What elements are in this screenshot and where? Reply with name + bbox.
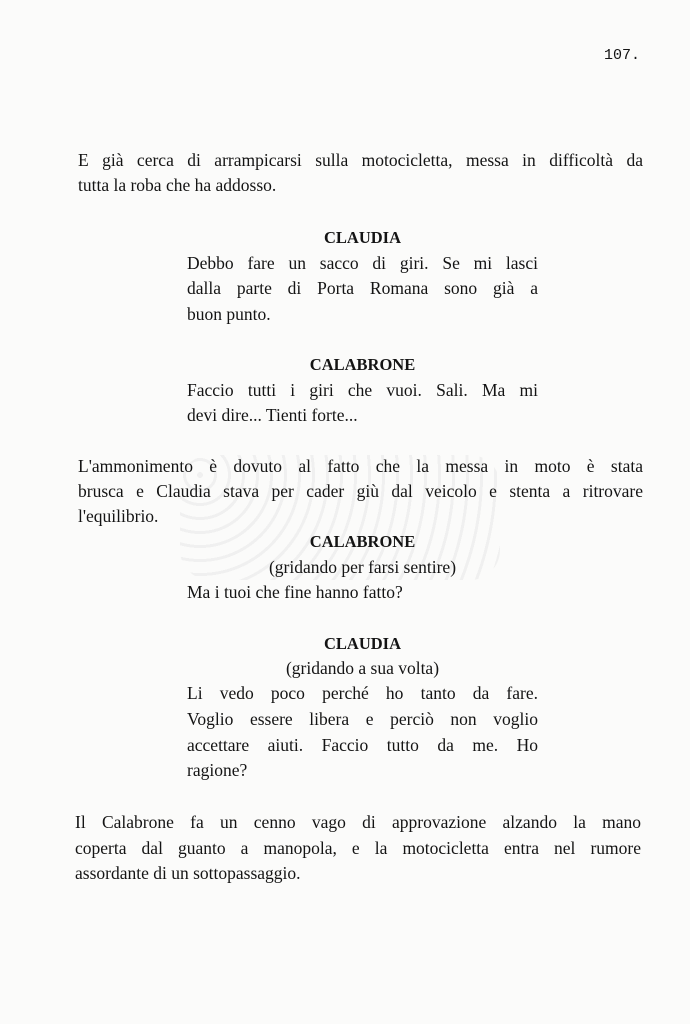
parenthetical: (gridando per farsi sentire) [268,557,457,577]
dialogue-line: Ma i tuoi che fine hanno fatto? [187,582,403,602]
action-line: brusca e Claudia stava per cader giù dal veicolo e stenta a ritrovare [78,481,643,501]
dialogue-line: Voglio essere libera e perciò non voglio [187,709,538,729]
action-line: assordante di un sottopassaggio. [75,863,301,883]
dialogue-line: devi dire... Tienti forte... [187,405,358,425]
character-name: CALABRONE [309,355,416,374]
page-number: 107. [604,47,641,64]
action-line: L'ammonimento è dovuto al fatto che la messa in moto è stata [78,456,643,476]
character-name: CLAUDIA [323,634,401,653]
dialogue-line: Li vedo poco perché ho tanto da fare. [187,683,538,703]
dialogue-line: dalla parte di Porta Romana sono già a [187,278,538,298]
action-line: coperta dal guanto a manopola, e la motocicletta entra nel rumore [75,838,641,858]
dialogue-line: buon punto. [187,304,271,324]
dialogue-line: Debbo fare un sacco di giri. Se mi lasci [187,253,538,273]
action-line: Il Calabrone fa un cenno vago di approvazione alzando la mano [75,812,641,832]
action-line: E già cerca di arrampicarsi sulla motocicletta, messa in difficoltà da [78,150,643,170]
dialogue-line: ragione? [187,760,248,780]
dialogue-line: accettare aiuti. Faccio tutto da me. Ho [187,735,538,755]
character-name: CALABRONE [309,532,416,551]
dialogue-line: Faccio tutti i giri che vuoi. Sali. Ma mi [187,380,538,400]
character-name: CLAUDIA [323,228,401,247]
parenthetical: (gridando a sua volta) [285,658,440,678]
action-line: l'equilibrio. [78,506,159,526]
action-line: tutta la roba che ha addosso. [78,175,277,195]
